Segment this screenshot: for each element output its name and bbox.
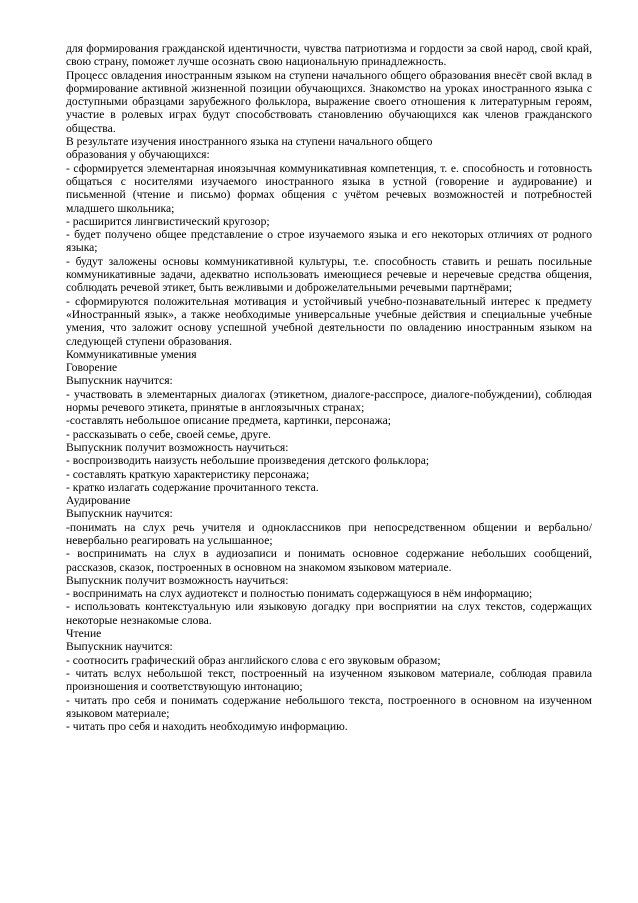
document-paragraph: - читать про себя и понимать содержание небольшого текста, построенного в основном на изученном языковом материале;	[66, 693, 592, 720]
document-page	[66, 42, 592, 733]
document-paragraph: - сформируются положительная мотивация и устойчивый учебно-познавательный интерес к предмету «Иностранный язык», а также необходимые универсальные учебные действия и специальные учебные умения, что заложит основу успешной учебной деятельности по овладению иностранным языком на следующей ступени образования.	[66, 294, 592, 348]
document-paragraph: Процесс овладения иностранным языком на ступени начального общего образования внесёт свой вклад в формирование активной жизненной позиции обучающихся. Знакомство на уроках иностранного языка с доступными образцами зарубежного фольклора, выражение своего отношения к литературным героям, участие в ролевых играх будут способствовать становлению обучающихся как членов гражданского общества.	[66, 68, 592, 135]
document-paragraph: - использовать контекстуальную или языковую догадку при восприятии на слух текстов, содержащих некоторые незнакомые слова.	[66, 600, 592, 627]
document-paragraph: В результате изучения иностранного языка на ступени начального общего	[66, 135, 433, 149]
document-paragraph: Говорение	[66, 361, 118, 375]
document-paragraph: - расширится лингвистический кругозор;	[66, 214, 270, 228]
document-paragraph: - кратко излагать содержание прочитанного текста.	[66, 480, 319, 494]
document-paragraph: - воспринимать на слух аудиотекст и полностью понимать содержащуюся в нём информацию;	[66, 587, 533, 601]
document-paragraph: Чтение	[66, 627, 102, 641]
document-paragraph: - читать про себя и находить необходимую информацию.	[66, 720, 348, 734]
document-paragraph: - воспринимать на слух в аудиозаписи и понимать основное содержание небольших сообщений, рассказов, сказок, построенных в основном на знакомом языковом материале.	[66, 547, 592, 574]
document-paragraph: Выпускник научится:	[66, 507, 173, 521]
document-paragraph: - рассказывать о себе, своей семье, друге.	[66, 427, 271, 441]
document-paragraph: -понимать на слух речь учителя и одноклассников при непосредственном общении и вербально/невербально реагировать на услышанное;	[66, 520, 592, 547]
document-paragraph: для формирования гражданской идентичности, чувства патриотизма и гордости за свой народ, свой край, свою страну, поможет лучше осознать свою национальную принадлежность.	[66, 42, 592, 69]
document-paragraph: - будут заложены основы коммуникативной культуры, т.е. способность ставить и решать посильные коммуникативные задачи, адекватно использовать имеющиеся речевые и неречевые средства общения, соблюдать речевой этикет, быть вежливыми и доброжелательными речевыми партнёрами;	[66, 254, 592, 295]
document-paragraph: Выпускник научится:	[66, 640, 173, 654]
document-paragraph: - участвовать в элементарных диалогах (этикетном, диалоге-расспросе, диалоге-побуждении), соблюдая нормы речевого этикета, принятые в англоязычных странах;	[66, 387, 592, 415]
document-paragraph: - сформируется элементарная иноязычная коммуникативная компетенция, т. е. способность и готовность общаться с носителями изучаемого иностранного языка в устной (говорение и аудирование) и письменной (чтение и письмо) формах общения с учётом речевых возможностей и потребностей младшего школьника;	[66, 161, 592, 215]
document-paragraph: - читать вслух небольшой текст, построенный на изученном языковом материале, соблюдая правила произношения и соответствующую интонацию;	[66, 666, 592, 694]
document-paragraph: Выпускник получит возможность научиться:	[66, 573, 289, 587]
document-paragraph: Выпускник получит возможность научиться:	[66, 440, 289, 454]
document-paragraph: - воспроизводить наизусть небольшие произведения детского фольклора;	[66, 454, 430, 468]
document-paragraph: Выпускник научится:	[66, 374, 173, 388]
document-paragraph: - будет получено общее представление о строе изучаемого языка и его некоторых отличиях от родного языка;	[66, 228, 592, 255]
document-paragraph: - составлять краткую характеристику персонажа;	[66, 467, 310, 481]
document-paragraph: -составлять небольшое описание предмета, картинки, персонажа;	[66, 414, 391, 428]
document-paragraph: образования у обучающихся:	[66, 148, 210, 162]
document-paragraph: Аудирование	[66, 494, 131, 508]
document-paragraph: Коммуникативные умения	[66, 347, 197, 361]
document-paragraph: - соотносить графический образ английского слова с его звуковым образом;	[66, 653, 441, 667]
